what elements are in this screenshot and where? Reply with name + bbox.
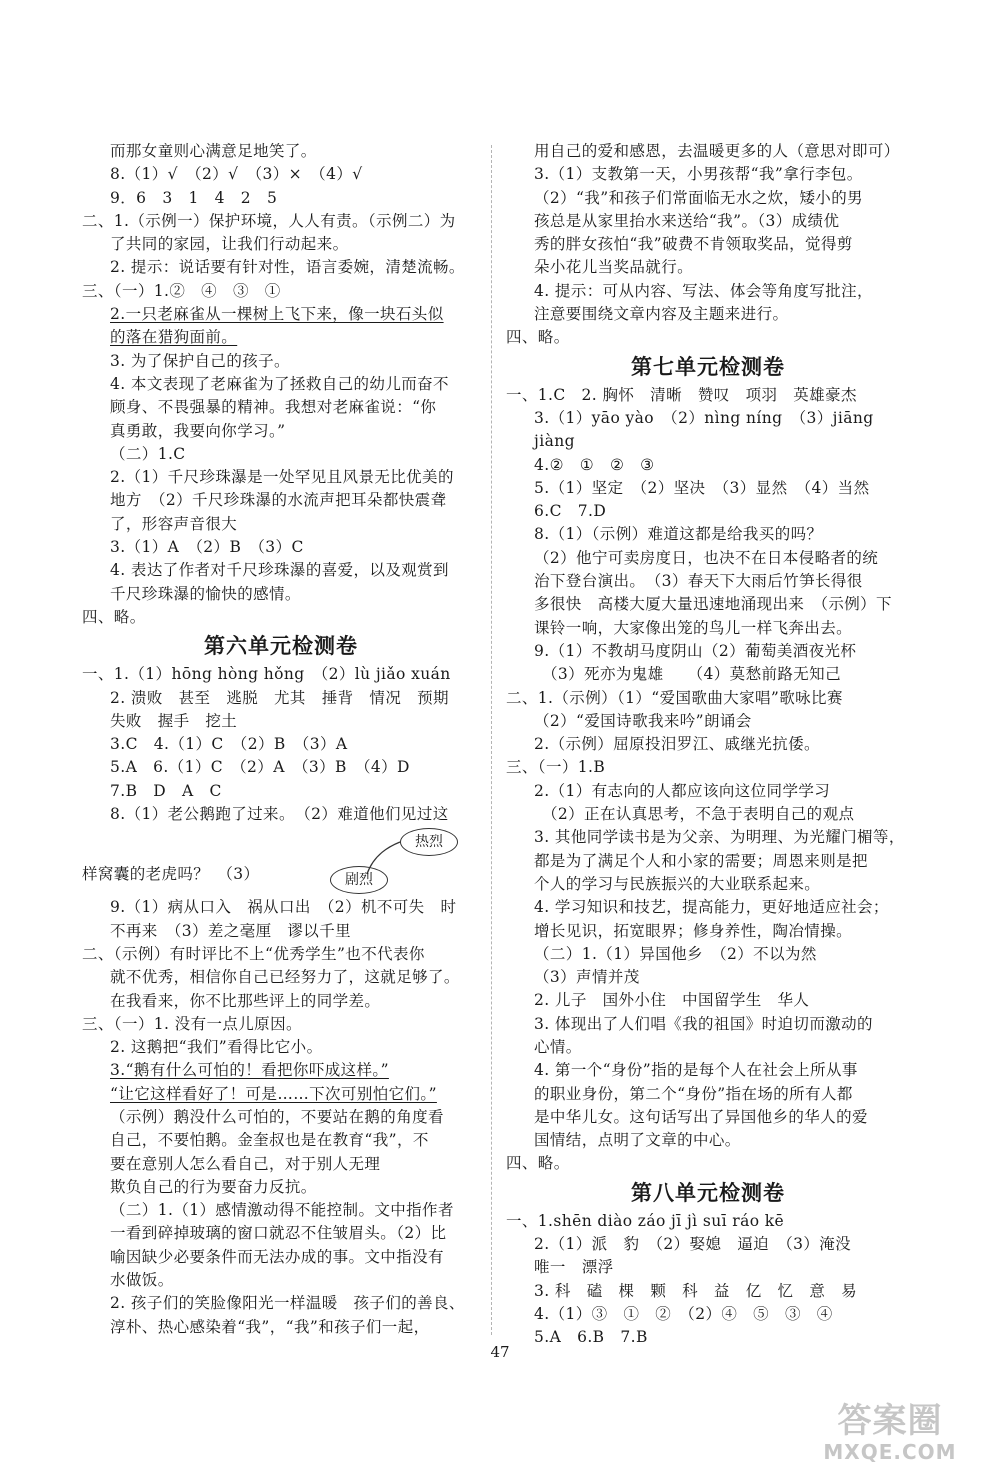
left-column (82, 140, 480, 1339)
answer-line: 要在意别人怎么看自己，对于别人无理 (110, 1154, 381, 1173)
section-heading: 第六单元检测卷 (204, 634, 358, 659)
answer-line: 喻因缺少必要条件而无法办成的事。文中指没有 (110, 1247, 444, 1266)
answer-line: （3）死亦为鬼雄 （4）莫愁前路无知己 (542, 665, 841, 684)
answer-line: 心情。 (534, 1037, 582, 1056)
answer-line: 2.（1）派 豹 （2）娶媳 逼迫 （3）淹没 (534, 1235, 852, 1254)
answer-line: 就不优秀，相信你自己已经努力了，这就足够了。 (110, 968, 460, 987)
word-bubble-diagram (82, 826, 480, 896)
answer-line: 3.（1）支教第一天，小男孩帮“我”拿行李包。 (534, 165, 863, 184)
answer-line: 唯一 漂浮 (534, 1258, 614, 1277)
answer-line: 了，形容声音很大 (110, 514, 238, 533)
answer-line: 2.（示例）屈原投汨罗江、戚继光抗倭。 (534, 735, 820, 754)
answer-line: 秀的胖女孩怕“我”破费不肯领取奖品，觉得剪 (534, 235, 853, 254)
answer-line: 朵小花儿当奖品就行。 (534, 258, 694, 277)
watermark-url: MXQE.COM (823, 1440, 957, 1464)
answer-line: （3）声情并茂 (534, 968, 640, 987)
answer-line: 三、（一）1. 没有一点儿原因。 (82, 1014, 302, 1033)
answer-line: 2.（1）千尺珍珠瀑是一处罕见且风景无比优美的 (110, 468, 454, 487)
answer-line: 4. 表达了作者对千尺珍珠瀑的喜爱，以及观赏到 (110, 561, 449, 580)
answer-line: （二）1.（1）感情激动得不能控制。文中指作者 (110, 1201, 454, 1220)
answer-line: 注意要围绕文章内容及主题来进行。 (534, 305, 789, 324)
answer-line: 9.（1）不教胡马度阴山（2）葡萄美酒夜光杯 (534, 641, 857, 660)
answer-line: 4. 本文表现了老麻雀为了拯救自己的幼儿而奋不 (110, 374, 449, 393)
answer-line: 二、1.（示例）（1）“爱国歌曲大家唱”歌咏比赛 (506, 688, 843, 707)
answer-line: 淳朴、热心感染着“我”，“我”和孩子们一起， (110, 1317, 430, 1336)
answer-line: 四、略。 (82, 607, 146, 626)
answer-line: 孩总是从家里抬水来送给“我”。（3）成绩优 (534, 211, 840, 230)
answer-line: 3. 科 磕 棵 颗 科 益 亿 忆 意 易 (534, 1281, 858, 1300)
answer-line: 3. 为了保护自己的孩子。 (110, 351, 290, 370)
answer-line: 4.② ① ② ③ (534, 455, 655, 474)
answer-line: 3. 体现出了人们唱《我的祖国》时迫切而激动的 (534, 1014, 873, 1033)
answer-line: 不再来 （3）差之毫厘 谬以千里 (110, 921, 352, 940)
answer-line: 了共同的家园，让我们行动起来。 (110, 235, 349, 254)
answer-line: 9.（1）病从口入 祸从口出 （2）机不可失 时 (110, 898, 457, 917)
answer-line: 9．6 3 1 4 2 5 (110, 188, 278, 207)
answer-line: （2）他宁可卖房度日，也决不在日本侵略者的统 (534, 548, 879, 567)
answer-line: 顾身、不畏强暴的精神。我想对老麻雀说：“你 (110, 398, 437, 417)
answer-line: （2）“爱国诗歌我来吟”朗诵会 (534, 711, 752, 730)
answer-line: （2）正在认真思考，不急于表明自己的观点 (542, 805, 855, 824)
answer-line: 地方 （2）千尺珍珠瀑的水流声把耳朵都快震聋 (110, 491, 447, 510)
answer-line: 3.“鹅有什么可怕的！看把你吓成这样。” (110, 1061, 389, 1080)
right-column (506, 140, 910, 1350)
answer-line: 8.（1）（示例）难道这都是给我买的吗？ (534, 525, 823, 544)
answer-line: 治下登台演出。 （3）春天下大雨后竹笋长得很 (534, 572, 863, 591)
answer-line: 课铃一响，大家像出笼的鸟儿一样飞奔出去。 (534, 618, 853, 637)
section-heading: 第八单元检测卷 (631, 1180, 785, 1205)
watermark-logo (790, 1401, 990, 1463)
answer-line: “让它这样看好了！可是……下次可别怕它们。” (110, 1084, 437, 1103)
answer-line: 二、（示例）有时评比不上“优秀学生”也不代表你 (82, 944, 425, 963)
answer-line: 个人的学习与民族振兴的大业联系起来。 (534, 874, 821, 893)
answer-line: 水做饭。 (110, 1271, 174, 1290)
column-divider (491, 145, 492, 1335)
answer-line: 四、略。 (506, 328, 570, 347)
answer-line: 8.（1）√ （2）√ （3）× （4）√ (110, 165, 363, 184)
answer-line: 国情结，点明了文章的中心。 (534, 1131, 741, 1150)
answer-line: 的职业身份，第二个“身份”指在场的所有人都 (534, 1084, 853, 1103)
answer-line: 多很快 高楼大厦大量迅速地涌现出来 （示例）下 (534, 595, 892, 614)
answer-line: 自己，不要怕鹅。金奎叔也是在教育“我”，不 (110, 1131, 429, 1150)
answer-line: 一、1.（1）hōng hòng hǒng （2）lù jiǎo xuán (82, 665, 451, 684)
answer-line: 2.（1）有志向的人都应该向这位同学学习 (534, 781, 831, 800)
answer-line: 失败 握手 挖土 (110, 711, 238, 730)
answer-line: 7.B D A C (110, 781, 222, 800)
answer-line: 三、（一）1.B (506, 758, 606, 777)
answer-line: 四、略。 (506, 1154, 570, 1173)
answer-line: （示例）鹅没什么可怕的，不要站在鹅的角度看 (110, 1107, 444, 1126)
answer-line: 是中华儿女。这句话写出了异国他乡的华人的爱 (534, 1107, 868, 1126)
answer-line: 3.（1）yāo yào （2）nìng níng （3）jiāng (534, 408, 874, 427)
answer-line: 一、1.shēn diào záo jī jì suī ráo kē (506, 1211, 785, 1230)
answer-line: 真勇敢，我要向你学习。” (110, 421, 286, 440)
answer-line: 5.A 6.B 7.B (534, 1328, 648, 1347)
answer-line: 4. 提示：可从内容、写法、体会等角度写批注， (534, 281, 873, 300)
answer-line: 8.（1）老公鹅跑了过来。 （2）难道他们见过这 (110, 805, 449, 824)
answer-line: 3.C 4.（1）C （2）B （3）A (110, 735, 348, 754)
answer-line: 2. 这鹅把“我们”看得比它小。 (110, 1038, 323, 1057)
answer-line: 增长见识，拓宽眼界；修身养性，陶冶情操。 (534, 921, 853, 940)
answer-line: 2. 儿子 国外小住 中国留学生 华人 (534, 991, 810, 1010)
answer-line: （2）“我”和孩子们常面临无水之炊，矮小的男 (534, 188, 864, 207)
answer-line: 用自己的爱和感恩，去温暖更多的人（意思对即可） (534, 142, 900, 160)
answer-line: 而那女童则心满意足地笑了。 (110, 142, 317, 160)
answer-line: 的落在猎狗面前。 (110, 328, 238, 347)
page-number: 47 (490, 1343, 510, 1361)
answer-line: 二、1.（示例一）保护环境，人人有责。（示例二）为 (82, 211, 456, 230)
answer-line: 2. 孩子们的笑脸像阳光一样温暖 孩子们的善良、 (110, 1294, 465, 1313)
answer-line: 5.A 6.（1）C （2）A （3）B （4）D (110, 758, 410, 777)
answer-line: 2. 提示：说话要有针对性，语言委婉，清楚流畅。 (110, 258, 465, 277)
word-bubble: 剧烈 (330, 866, 388, 894)
answer-line: 一、1.C 2. 胸怀 清晰 赞叹 项羽 英雄豪杰 (506, 385, 857, 404)
answer-line: （二）1.C (110, 444, 186, 463)
section-heading: 第七单元检测卷 (631, 354, 785, 379)
answer-line: 3. 其他同学读书是为父亲、为明理、为光耀门楣等， (534, 828, 905, 847)
word-bubble: 热烈 (400, 828, 458, 856)
watermark-title: 答案圈 (837, 1401, 943, 1441)
answer-line: 三、（一）1.② ④ ③ ① (82, 281, 281, 300)
answer-line: （二）1.（1）异国他乡 （2）不以为然 (534, 944, 817, 963)
answer-line: 4. 学习知识和技艺，提高能力，更好地适应社会； (534, 898, 889, 917)
answer-line: 样窝囊的老虎吗？ （3） (82, 865, 260, 884)
answer-line: 都是为了满足个人和小家的需要；周恩来则是把 (534, 851, 868, 870)
answer-line: 3.（1）A （2）B （3）C (110, 538, 304, 557)
answer-line: 6.C 7.D (534, 502, 607, 521)
answer-line: 欺负自己的行为要奋力反抗。 (110, 1177, 317, 1196)
answer-line: 2. 溃败 甚至 逃脱 尤其 捶背 情况 预期 (110, 688, 449, 707)
answer-line: 5.（1）坚定 （2）坚决 （3）显然 （4）当然 (534, 478, 870, 497)
answer-line: 千尺珍珠瀑的愉快的感情。 (110, 584, 301, 603)
answer-line: 4.（1）③ ① ② （2）④ ⑤ ③ ④ (534, 1304, 833, 1323)
answer-line: 在我看来，你不比那些评上的同学差。 (110, 991, 381, 1010)
answer-line: 2.一只老麻雀从一棵树上飞下来，像一块石头似 (110, 305, 444, 324)
answer-line: jiàng (534, 432, 575, 451)
answer-line: 4. 第一个“身份”指的是每个人在社会上所从事 (534, 1061, 858, 1080)
answer-line: 一看到碎掉玻璃的窗口就忍不住皱眉头。（2）比 (110, 1224, 447, 1243)
